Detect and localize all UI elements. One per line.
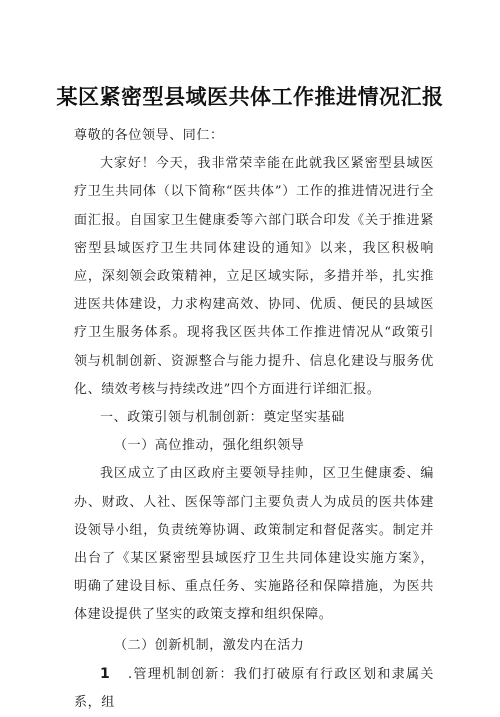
subsection-paragraph-1: 我区成立了由区政府主要领导挂帅，区卫生健康委、编办、财政、人社、医保等部门主要负责人为成员的医共体建设领导小组，负责统筹协调、政策制定和督促落实。制定并出台了《某区紧密型县域医疗卫生共同体建设实施方案》，明确了建设目标、重点任务、实施路径和保障措施，为医共体建设提供了坚实的政策支撑和组织保障。 [74, 466, 434, 623]
document-body [74, 122, 434, 717]
salutation: 尊敬的各位领导、同仁： [74, 128, 224, 143]
item-text: .管理机制创新：我们打破原有行政区划和隶属关系，组 [74, 666, 434, 711]
item-number: 1 [100, 665, 111, 682]
subsection-heading-2: （二）创新机制，激发内在活力 [114, 637, 305, 653]
document-title: 某区紧密型县域医共体工作推进情况汇报 [56, 85, 444, 109]
numbered-item-1 [74, 660, 434, 717]
intro-paragraph: 大家好！今天，我非常荣幸能在此就我区紧密型县域医疗卫生共同体（以下简称“医共体”）工作的推进情况进行全面汇报。自国家卫生健康委等六部门联合印发《关于推进紧密型县域医疗卫生共同体建设的通知》以来，我区积极响应，深刻领会政策精神，立足区域实际，多措并举，扎实推进医共体建设，力求构建高效、协同、优质、便民的县域医疗卫生服务体系。现将我区医共体工作推进情况从“政策引领与机制创新、资源整合与能力提升、信息化建设与服务优化、绩效考核与持续改进”四个方面进行详细汇报。 [74, 156, 434, 397]
subsection-heading-1: （一）高位推动，强化组织领导 [114, 438, 305, 454]
section-heading-1: 一、政策引领与机制创新：奠定坚实基础 [100, 410, 345, 426]
